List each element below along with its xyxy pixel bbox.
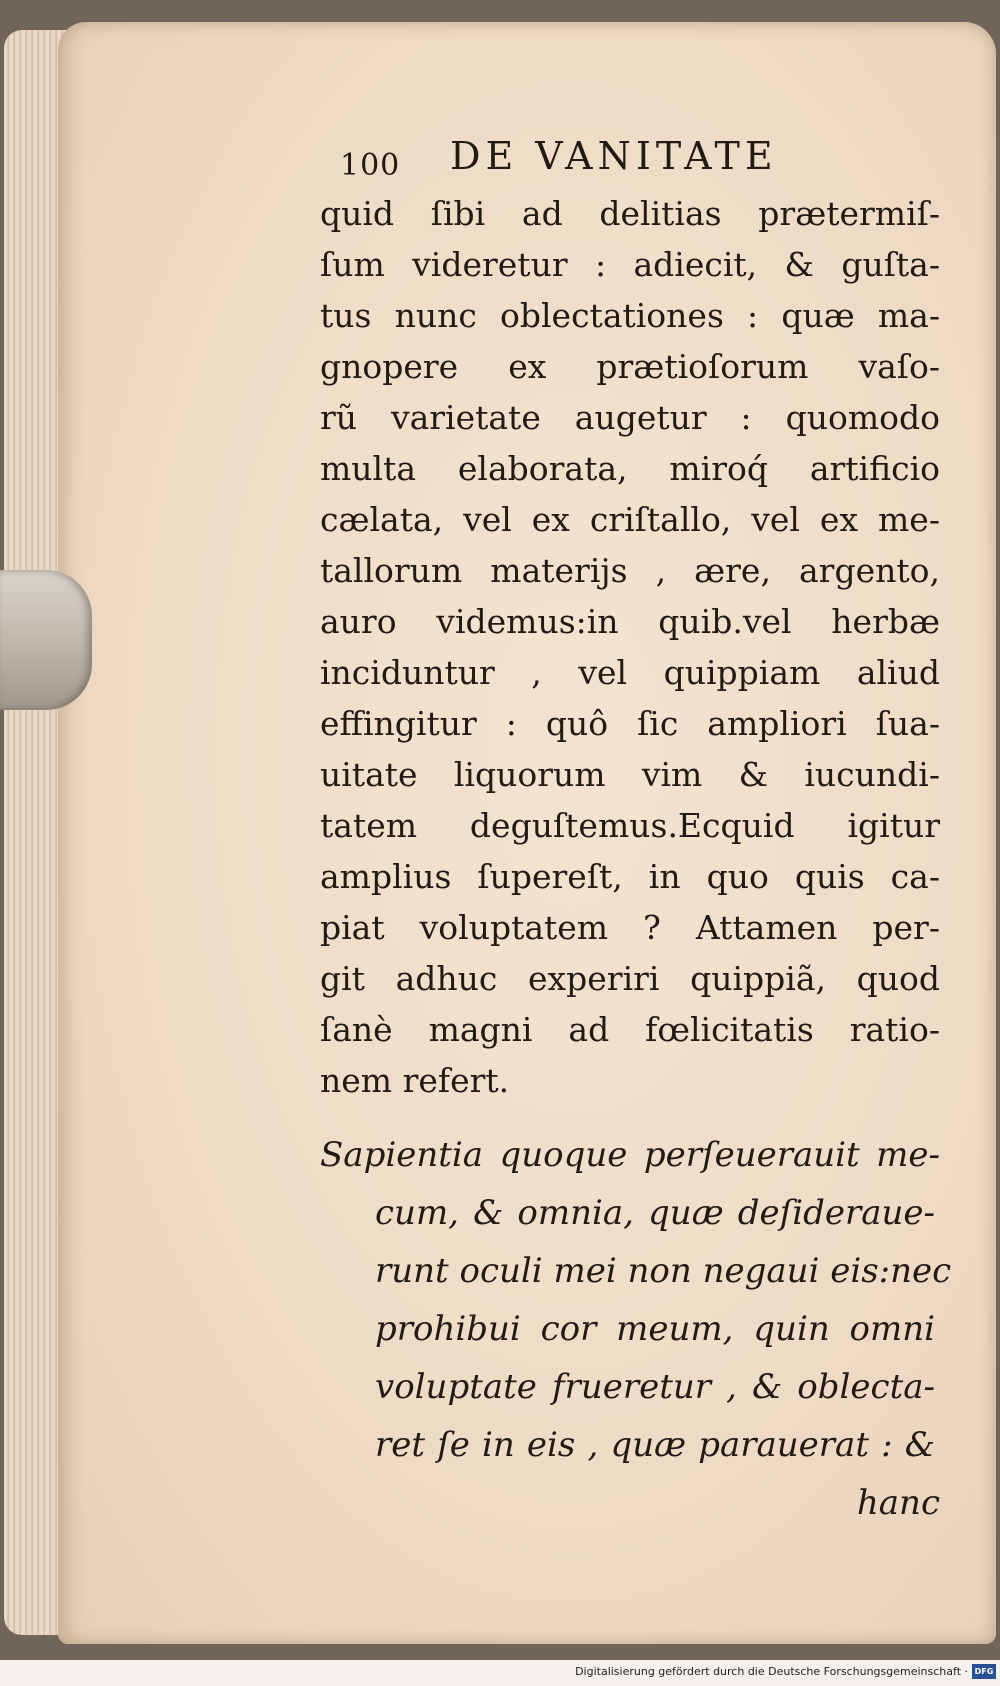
verse-line: prohibui cor meum, quin omni [375, 1309, 935, 1349]
body-line: multa elaborata, miroq́ artificio [320, 449, 940, 488]
body-line: uitate liquorum vim & iucundi- [320, 755, 940, 794]
body-line: gnopere ex prætioſorum vaſo- [320, 347, 940, 386]
funding-credit: Digitalisierung gefördert durch die Deutsche Forschungsgemeinschaft · [575, 1665, 968, 1678]
catchword: hanc [856, 1483, 940, 1523]
running-head: DE VANITATE [450, 134, 778, 178]
page-header [320, 128, 940, 188]
body-line: ſanè magni ad fœlicitatis ratio- [320, 1010, 940, 1049]
verse-line: Sapientia quoque perſeuerauit me- [320, 1135, 940, 1175]
body-line: inciduntur , vel quippiam aliud [320, 653, 940, 692]
body-line: piat voluptatem ? Attamen per- [320, 908, 940, 947]
verse-quotation [320, 1126, 952, 1532]
body-line: ſum videretur : adiecit, & guſta- [320, 245, 940, 284]
page-number: 100 [340, 148, 401, 183]
body-line: effingitur : quô ſic ampliori ſua- [320, 704, 940, 743]
body-line: git adhuc experiri quippiã, quod [320, 959, 940, 998]
body-line: quid ſibi ad delitias prætermiſ- [320, 194, 940, 233]
page-clip [0, 570, 92, 710]
body-line: auro videmus:in quib.vel herbæ [320, 602, 940, 641]
body-line-last: nem refert. [320, 1061, 510, 1100]
verse-line: ret ſe in eis , quæ parauerat : & [375, 1425, 935, 1465]
dfg-logo-icon: DFG [972, 1664, 996, 1679]
body-line: cælata, vel ex criſtallo, vel ex me- [320, 500, 940, 539]
verse-line: runt oculi mei non negaui eis:nec [375, 1251, 952, 1291]
verse-line: voluptate frueretur , & oblecta- [375, 1367, 935, 1407]
digitization-footer [0, 1660, 1000, 1686]
body-line: amplius ſupereſt, in quo quis ca- [320, 857, 940, 896]
body-line: tus nunc oblectationes : quæ ma- [320, 296, 940, 335]
body-text [320, 188, 940, 1106]
verse-line: cum, & omnia, quæ deſideraue- [375, 1193, 935, 1233]
body-line: rũ varietate augetur : quomodo [320, 398, 940, 437]
body-line: tatem deguſtemus.Ecquid igitur [320, 806, 940, 845]
body-line: tallorum materijs , ære, argento, [320, 551, 940, 590]
page-text [320, 128, 952, 1532]
